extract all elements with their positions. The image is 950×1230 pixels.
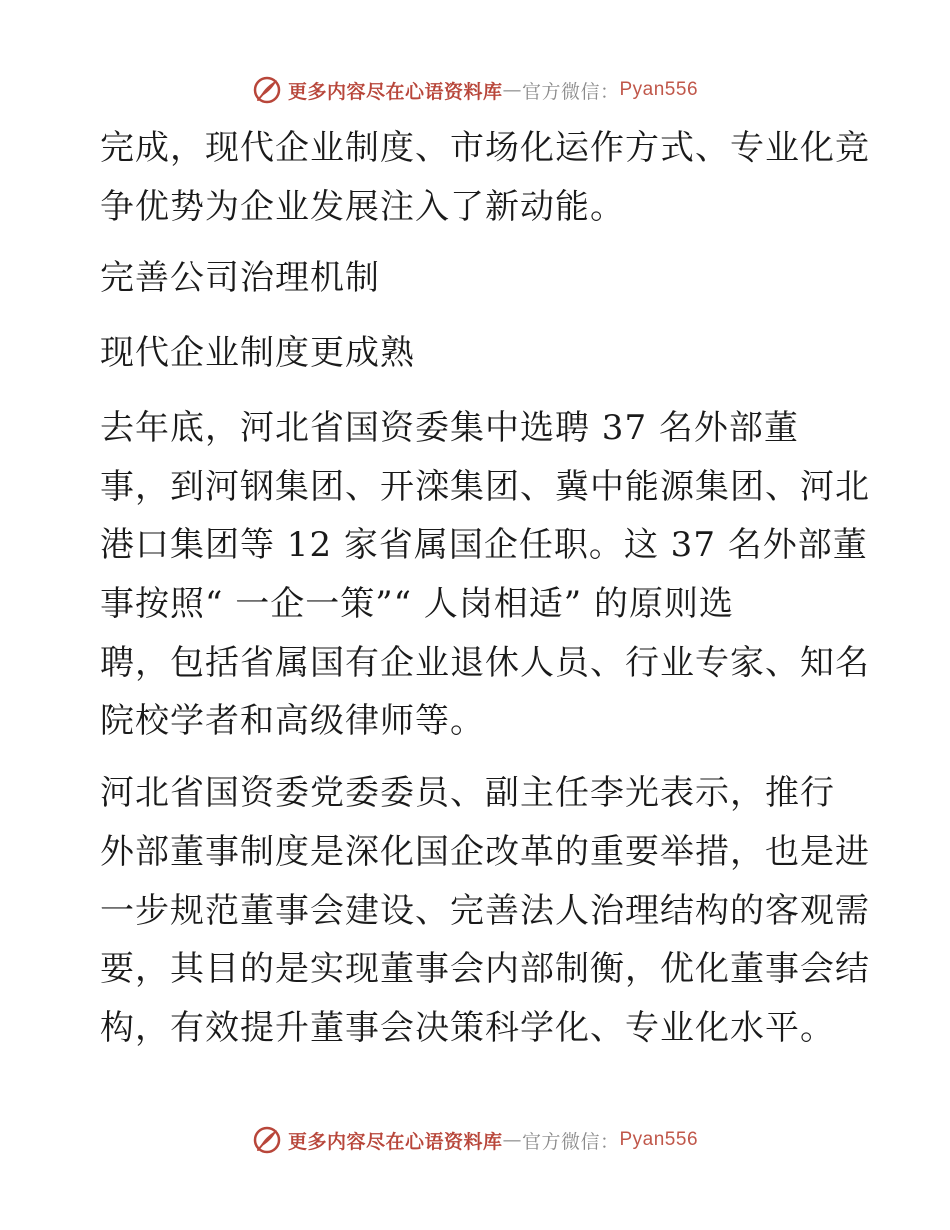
section-heading: 完善公司治理机制 xyxy=(100,258,380,298)
quill-logo-icon xyxy=(252,75,282,105)
header-banner-text xyxy=(288,77,698,104)
text-line: 构，有效提升董事会决策科学化、专业化水平。 xyxy=(100,1008,835,1048)
text-line: 河北省国资委党委委员、副主任李光表示，推行 xyxy=(100,773,835,813)
text-line: 要，其目的是实现董事会内部制衡，优化董事会结 xyxy=(100,949,870,989)
footer-separator: — xyxy=(502,1129,522,1151)
text-line: 争优势为企业发展注入了新动能。 xyxy=(100,187,625,227)
text-line: 外部董事制度是深化国企改革的重要举措，也是进 xyxy=(100,832,870,872)
text-line: 事，到河钢集团、开滦集团、冀中能源集团、河北 xyxy=(100,467,870,507)
footer-banner-text xyxy=(288,1127,698,1154)
header-separator: — xyxy=(502,79,522,101)
text-line: 去年底，河北省国资委集中选聘 37 名外部董 xyxy=(100,408,799,448)
header-brand: 更多内容尽在心语资料库 xyxy=(287,80,503,103)
text-line: 聘，包括省属国有企业退休人员、行业专家、知名 xyxy=(100,643,870,683)
header-banner xyxy=(0,70,950,110)
text-line: 完成，现代企业制度、市场化运作方式、专业化竞 xyxy=(100,128,870,168)
footer-brand: 更多内容尽在心语资料库 xyxy=(287,1130,503,1153)
footer-contact-label: 官方微信： xyxy=(521,1130,620,1153)
quill-logo-icon xyxy=(252,1125,282,1155)
footer-contact-id: Pyan556 xyxy=(619,1129,699,1150)
header-contact-id: Pyan556 xyxy=(619,79,699,100)
text-line: 院校学者和高级律师等。 xyxy=(100,701,485,741)
text-line: 一步规范董事会建设、完善法人治理结构的客观需 xyxy=(100,891,870,931)
text-line: 港口集团等 12 家省属国企任职。这 37 名外部董 xyxy=(100,525,868,565)
text-line: 事按照“ 一企一策”“ 人岗相适” 的原则选 xyxy=(100,584,734,624)
section-heading: 现代企业制度更成熟 xyxy=(100,333,415,373)
footer-banner xyxy=(0,1120,950,1160)
header-contact-label: 官方微信： xyxy=(521,80,620,103)
